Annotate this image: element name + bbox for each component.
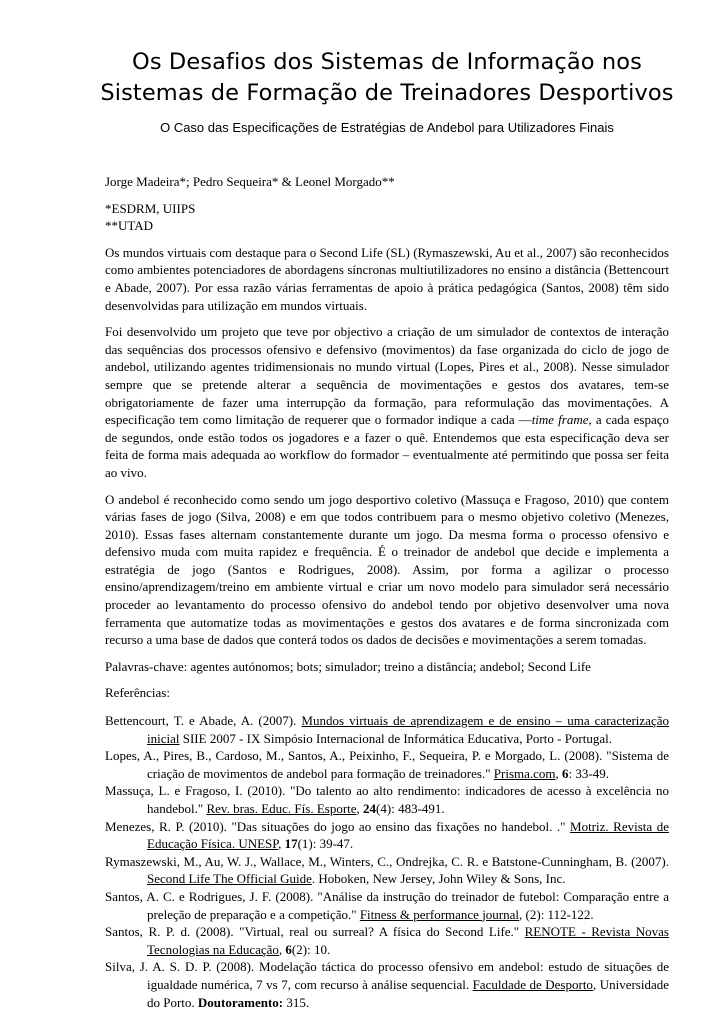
title-line-2: Sistemas de Formação de Treinadores Desportivos [100,80,674,106]
ref-text: Lopes, A., Pires, B., Cardoso, M., Santos, A., Peixinho, F., Sequeira, P. e Morgado, L. (2008). "Sistema de criação de movimentos de andebol para formação de treinadores." [105,748,669,781]
ref-link[interactable]: Rev. bras. Educ. Fís. Esporte [206,801,357,816]
ref-degree: Doutoramento: [197,994,284,1010]
paragraph-2-text-b: , a cada espaço de segundos, onde estão todos os jogadores e a fazer o quê. Entendemos que esta especificação deva ser feita de forma mais adequada ao workflow do formador – eventualmente até permitindo que possa ser feita ao vivo. [105,412,669,480]
ref-text: , [278,941,286,957]
paragraph-2-text-a: Foi desenvolvido um projeto que teve por objectivo a criação de um simulador de contextos de interação das sequências dos processos ofensivo e defensivo (movimentos) da fase organizada do ciclo de jogo de andebol, utilizando agentes tridimensionais no mundo virtual (Lopes, Pires et al., 2008). Nesse simulador sempre que se pretende alterar a sequência de movimentações e gestos dos avatares, tem-se obrigatoriamente de fazer uma interrupção da formação, para reformulação das movimentações. A especificação tem como limitação de requerer que o formador indique a cada ― [105,324,669,428]
ref-link[interactable]: Second Life The Official Guide [147,871,312,887]
ref-text: Massuça, L. e Fragoso, I. (2010). "Do talento ao alto rendimento: indicadores de acesso à excelência no handebol." [105,783,669,816]
ref-text: Rymaszewski, M., Au, W. J., Wallace, M., Winters, C., Ondrejka, C. R. e Batstone-Cunningham, B. (2007). [105,853,669,869]
ref-text: Menezes, R. P. (2010). "Das situações do jogo ao ensino das fixações no handebol. ." [105,818,571,834]
paper-subtitle: O Caso das Especificações de Estratégias de Andebol para Utilizadores Finais [160,120,614,135]
ref-text: 315. [283,994,310,1010]
ref-text: Silva, J. A. S. D. P. (2008). Modelação táctica do processo ofensivo em andebol: estudo de situações de igualdade numérica, 7 vs 7, com recurso à análise sequencial. [105,959,669,992]
ref-text: . Hoboken, New Jersey, John Wiley & Sons, Inc. [311,871,566,887]
ref-link[interactable]: RENOTE - Revista Novas Tecnologias na Educação [147,924,669,957]
affiliations [105,200,669,235]
ref-text: SIIE 2007 - IX Simpósio Internacional de Informática Educativa, Porto - Portugal. [179,730,613,746]
ref-volume: 17 [284,836,298,852]
reference-item [105,818,669,853]
reference-item [105,747,669,782]
paragraph-2 [105,323,669,481]
ref-link[interactable]: Mundos virtuais de aprendizagem e de ensino – uma caracterização inicial [147,713,669,746]
ref-link[interactable]: Fitness & performance journal [359,906,520,922]
affiliation-2: **UTAD [105,218,154,234]
paragraph-3: O andebol é reconhecido como sendo um jogo desportivo coletivo (Massuça e Fragoso, 2010) que contem várias fases de jogo (Silva, 2008) e em que todos contribuem para o mesmo objetivo coletivo (Menezes, 2010). Essas fases alternam constantemente durante um jogo. Da mesma forma o processo ofensivo e defensivo muda com muita rapidez e frequência. É o treinador de andebol que decide e implementa a estratégia de jogo (Santos e Rodrigues, 2008). Assim, por forma a agilizar o processo ensino/aprendizagem/treino em ambiente virtual e criar um novo modelo para simulador será necessário proceder ao levantamento do processo ofensivo do andebol tendo por objetivo desenvolver uma nova ferramenta que automatize todas as movimentações e gestos dos avatares e de forma sincronizada com recurso a uma base de dados que conterá todos os dados de decisões e movimentações a serem tomadas. [105,491,669,648]
ref-link[interactable]: Prisma.com [493,765,556,781]
reference-item [105,923,669,958]
reference-item [105,888,669,923]
ref-text: (2): 10. [291,941,331,957]
ref-text: , Universidade do Porto. [147,976,669,1010]
ref-text: Santos, R. P. d. (2008). "Virtual, real ou surreal? A física do Second Life." [105,924,525,940]
ref-text: (1): 39-47. [297,836,354,852]
ref-text: , [555,765,563,781]
keywords: Palavras-chave: agentes autónomos; bots; simulador; treino a distância; andebol; Second Life [105,658,591,674]
reference-item [105,782,669,817]
paragraph-2-italic: time frame [531,412,589,428]
paper-title [75,47,699,109]
ref-volume: 6 [285,941,292,957]
references-list [105,712,669,1011]
paragraph-1: Os mundos virtuais com destaque para o Second Life (SL) (Rymaszewski, Au et al., 2007) são reconhecidos como ambientes potenciadores de abordagens síncronas multiutilizadores no ensino a distância (Bettencourt e Abade, 2007). Por essa razão várias ferramentas de apoio à prática pedagógica (Santos, 2008) têm sido desenvolvidas para utilização em mundos virtuais. [105,244,669,313]
reference-item [105,853,669,888]
ref-text: : 33-49. [568,765,609,781]
ref-volume: 6 [562,765,569,781]
ref-text: Bettencourt, T. e Abade, A. (2007). [105,713,302,729]
affiliation-1: *ESDRM, UIIPS [105,200,196,216]
ref-text: Santos, A. C. e Rodrigues, J. F. (2008). "Análise da instrução do treinador de futebol: Comparação entre a preleção de preparação e a competição." [105,888,669,922]
ref-text: , [356,801,364,816]
document-page [100,0,674,1011]
ref-text: (4): 483-491. [376,801,445,816]
ref-text: , (2): 112-122. [519,906,594,922]
references-heading: Referências: [105,685,170,701]
reference-item [105,712,669,747]
ref-volume: 24 [363,801,377,816]
ref-text: , [278,836,285,852]
ref-link[interactable]: Motriz. Revista de Educação Física. UNESP [147,818,669,852]
title-line-1: Os Desafios dos Sistemas de Informação nos [132,49,642,75]
reference-item [105,958,669,1011]
authors: Jorge Madeira*; Pedro Sequeira* & Leonel Morgado** [105,174,395,189]
ref-link[interactable]: Faculdade de Desporto [472,976,593,992]
